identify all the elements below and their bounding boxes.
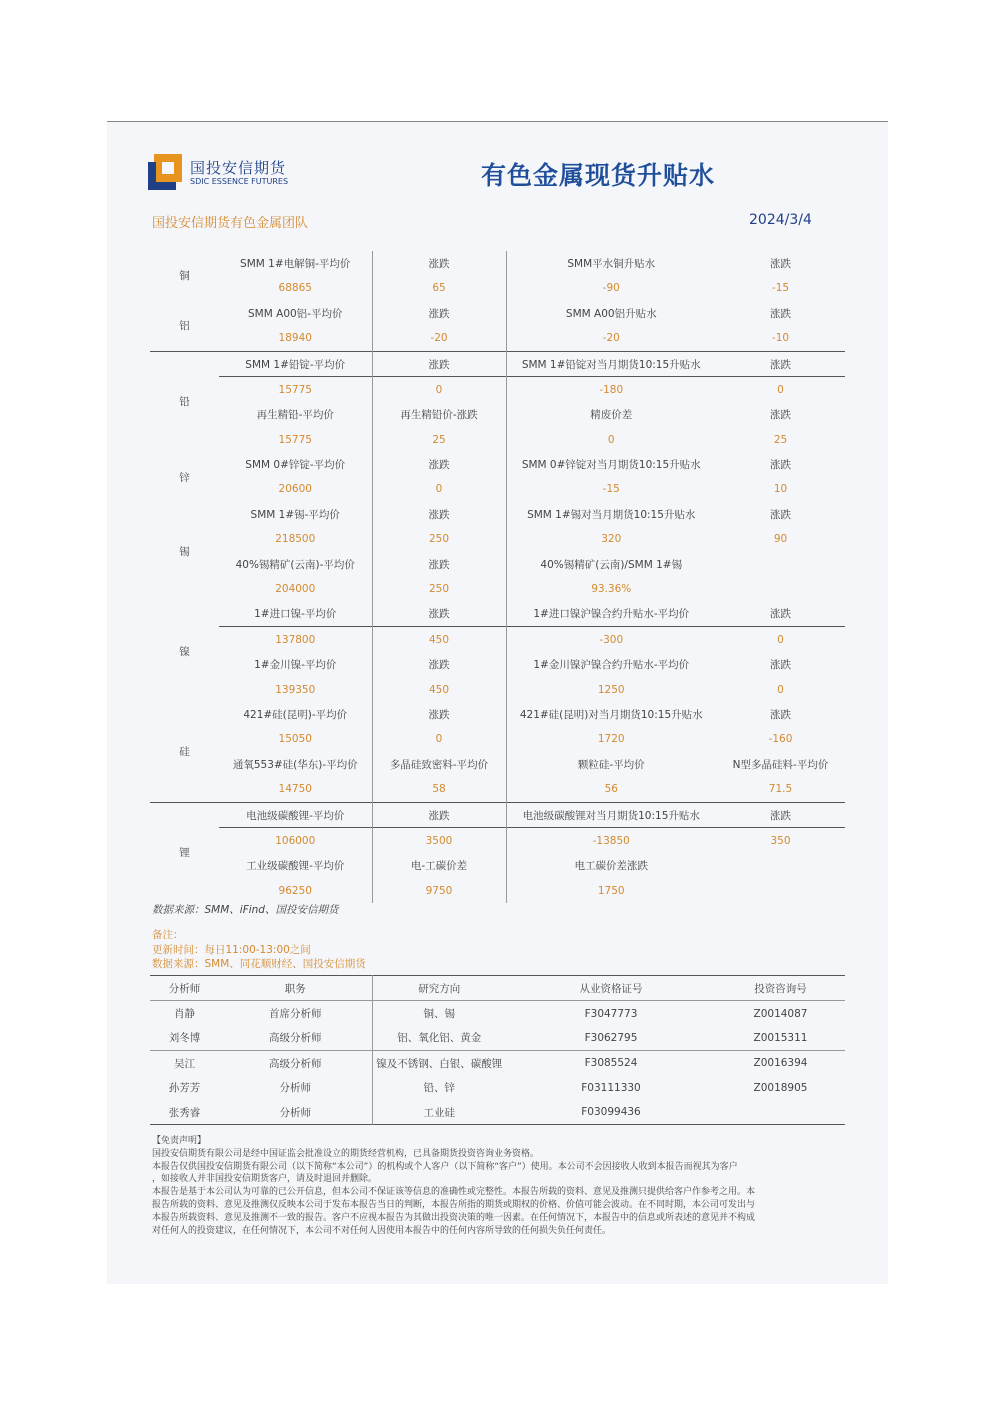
table-label-row	[150, 702, 845, 727]
value-cell: 0	[372, 727, 506, 752]
value-cell: 450	[372, 677, 506, 702]
disclaimer-line: 国投安信期货有限公司是经中国证监会批准设立的期货经营机构，已具备期货投资咨询业务资格。	[152, 1148, 540, 1159]
column-label-cell: 1#金川镍沪镍合约升贴水-平均价	[533, 659, 690, 672]
disclaimer-line: 本报告仅供国投安信期货有限公司（以下简称“本公司”）的机构或个人客户（以下简称“客户”）使用。本公司不会因接收人收到本报告而视其为客户	[152, 1161, 738, 1172]
column-label-cell: 涨跌	[770, 307, 791, 320]
value-cell: 0	[777, 683, 784, 696]
column-label-cell: 颗粒硅-平均价	[577, 758, 645, 771]
table-value-row	[150, 527, 845, 552]
value-cell: 137800	[219, 627, 372, 652]
analyst-qualification: F3085524	[506, 1051, 716, 1076]
column-label-cell: 电池级碳酸锂对当月期货10:15升贴水	[506, 802, 716, 828]
column-label-cell: 涨跌	[372, 601, 506, 626]
value-cell: 10	[773, 483, 788, 496]
value-cell: 0	[372, 377, 506, 402]
value-cell: 320	[601, 533, 622, 546]
column-label-cell: SMM A00铝升贴水	[565, 307, 657, 320]
value-cell: 18940	[219, 326, 372, 351]
value-cell: 90	[773, 533, 788, 546]
value-cell: 106000	[219, 828, 372, 853]
value-cell: 15050	[219, 727, 372, 752]
value-cell: 25	[773, 433, 788, 446]
analyst-position: 高级分析师	[219, 1051, 372, 1076]
column-label-cell: 涨跌	[770, 508, 791, 521]
table-label-row	[150, 652, 845, 677]
value-cell: 0	[716, 377, 845, 402]
analyst-row	[150, 1051, 845, 1076]
analyst-area: 铝、氧化铝、黄金	[397, 1032, 482, 1045]
analyst-row	[150, 1026, 845, 1051]
value-cell: 1250	[597, 683, 625, 696]
value-cell: 250	[372, 577, 506, 602]
column-label-cell: 涨跌	[770, 257, 791, 270]
column-label-cell: 电池级碳酸锂-平均价	[219, 802, 372, 828]
analyst-position: 首席分析师	[219, 1001, 372, 1026]
value-cell: -15	[602, 483, 620, 496]
column-label-cell: SMM 1#铅锭-平均价	[219, 351, 372, 377]
value-cell: 218500	[219, 527, 372, 552]
table-value-row	[150, 477, 845, 502]
column-label-cell: SMM 0#锌锭-平均价	[219, 452, 372, 477]
column-label-cell: SMM 1#铅锭对当月期货10:15升贴水	[506, 351, 716, 377]
value-cell: -300	[506, 627, 716, 652]
header-position: 职务	[219, 976, 372, 1001]
analyst-name: 吴江	[150, 1051, 219, 1076]
column-label-cell: SMM 1#电解铜-平均价	[219, 251, 372, 276]
column-label-cell: 涨跌	[770, 708, 791, 721]
analyst-qualification: F3062795	[584, 1031, 638, 1044]
table-label-row	[150, 853, 845, 878]
value-cell: 71.5	[768, 783, 793, 796]
table-label-row	[150, 502, 845, 527]
metal-label: 锌	[179, 471, 190, 484]
column-label-cell: 通氧553#硅(华东)-平均价	[219, 752, 372, 777]
column-label-cell: 40%锡精矿(云南)-平均价	[219, 552, 372, 577]
table-value-row	[150, 727, 845, 752]
value-cell: 93.36%	[591, 583, 632, 596]
table-label-row	[150, 251, 845, 276]
value-cell: -90	[602, 282, 620, 295]
table-value-row	[150, 577, 845, 602]
header-qualification-no: 从业资格证号	[506, 976, 716, 1001]
column-label-cell: 再生精铅-平均价	[219, 402, 372, 427]
value-cell: 0	[716, 627, 845, 652]
column-label-cell: 精废价差	[590, 409, 633, 422]
value-cell: -13850	[506, 828, 716, 853]
analyst-name: 肖静	[174, 1008, 195, 1021]
column-label-cell	[716, 853, 845, 878]
value-cell: -20	[372, 326, 506, 351]
analyst-table	[150, 975, 845, 1125]
column-label-cell: N型多晶硅料-平均价	[732, 758, 829, 771]
analyst-consulting: Z0014087	[753, 1007, 808, 1020]
metal-label: 锂	[150, 802, 219, 903]
column-label-cell: 涨跌	[372, 702, 506, 727]
analyst-row	[150, 1001, 845, 1026]
table-value-row	[150, 677, 845, 702]
value-cell: 250	[372, 527, 506, 552]
table-label-row	[150, 601, 845, 626]
column-label-cell: 多晶硅致密料-平均价	[372, 752, 506, 777]
disclaimer	[152, 1135, 842, 1237]
analyst-qualification: F03099436	[581, 1106, 641, 1119]
analyst-position: 分析师	[219, 1076, 372, 1100]
page-title: 有色金属现货升贴水	[481, 161, 716, 190]
notes-data-source: 数据来源：SMM、同花顺财经、国投安信期货	[152, 958, 366, 970]
analyst-name: 张秀睿	[168, 1106, 201, 1119]
analyst-area: 镍及不锈钢、白银、碳酸锂	[372, 1051, 506, 1076]
spot-premium-table	[150, 251, 845, 903]
value-cell: 350	[716, 828, 845, 853]
analyst-row	[150, 1100, 845, 1125]
table-value-row	[150, 627, 845, 652]
column-label-cell: 421#硅(昆明)对当月期货10:15升贴水	[519, 708, 703, 721]
analyst-row	[150, 1076, 845, 1100]
analyst-consulting: Z0018905	[753, 1081, 808, 1094]
table-label-row	[150, 301, 845, 326]
table-label-row	[150, 552, 845, 577]
column-label-cell: 电工碳价差涨跌	[574, 860, 648, 873]
value-cell: 1750	[597, 884, 625, 897]
value-cell: 56	[604, 783, 618, 796]
analyst-consulting: Z0015311	[753, 1031, 808, 1044]
team-name: 国投安信期货有色金属团队	[152, 216, 309, 231]
report-page	[107, 121, 888, 1284]
column-label-cell: 涨跌	[372, 351, 506, 377]
disclaimer-line: 报告所载的资料、意见及推测仅反映本公司于发布本报告当日的判断，本报告所指的期货或期权的价格、价值可能会波动。在不同时期，本公司可发出与	[152, 1199, 756, 1210]
value-cell: 25	[372, 427, 506, 452]
table-label-row	[150, 402, 845, 427]
analyst-area: 铅、锌	[423, 1082, 455, 1095]
value-cell: 1720	[597, 733, 625, 746]
data-source: 数据来源：SMM、iFind、国投安信期货	[152, 904, 339, 916]
logo-english-name: SDIC ESSENCE FUTURES	[190, 177, 289, 186]
metal-label: 铝	[179, 320, 190, 333]
value-cell: 14750	[219, 777, 372, 802]
table-value-row	[150, 777, 845, 802]
metal-label: 铅	[150, 351, 219, 452]
value-cell: 58	[372, 777, 506, 802]
column-label-cell: SMM平水铜升贴水	[567, 257, 656, 270]
value-cell: 15775	[219, 427, 372, 452]
value-cell: 450	[372, 627, 506, 652]
header-research-area: 研究方向	[372, 976, 506, 1001]
column-label-cell: 涨跌	[372, 652, 506, 677]
value-cell: -160	[768, 733, 793, 746]
metal-label: 锡	[179, 546, 190, 559]
notes-block	[152, 928, 366, 972]
table-value-row	[150, 276, 845, 301]
notes-update-time: 更新时间：每日11:00-13:00之间	[152, 943, 311, 956]
sdic-logo-icon	[148, 154, 184, 190]
value-cell: 15775	[219, 377, 372, 402]
column-label-cell	[716, 552, 845, 577]
column-label-cell: SMM 1#锡对当月期货10:15升贴水	[527, 508, 696, 521]
column-label-cell: 工业级碳酸锂-平均价	[219, 853, 372, 878]
table-value-row	[150, 377, 845, 402]
table-label-row	[150, 452, 845, 477]
analyst-qualification: F3047773	[584, 1007, 638, 1020]
value-cell: 204000	[219, 577, 372, 602]
analyst-header-row	[150, 976, 845, 1001]
table-value-row	[150, 427, 845, 452]
column-label-cell: 涨跌	[372, 251, 506, 276]
report-date: 2024/3/4	[749, 212, 812, 228]
column-label-cell: 再生精铅价-涨跌	[372, 402, 506, 427]
column-label-cell: 1#金川镍-平均价	[219, 652, 372, 677]
value-cell: 3500	[372, 828, 506, 853]
column-label-cell: 涨跌	[770, 608, 791, 621]
table-label-row	[150, 752, 845, 777]
value-cell: -180	[506, 377, 716, 402]
column-label-cell: 1#进口镍-平均价	[219, 601, 372, 626]
analyst-position: 分析师	[219, 1100, 372, 1125]
analyst-name: 孙芳芳	[168, 1082, 201, 1095]
value-cell: 20600	[219, 477, 372, 502]
column-label-cell: 40%锡精矿(云南)/SMM 1#锡	[540, 558, 683, 571]
notes-title: 备注：	[152, 929, 184, 941]
column-label-cell: SMM 1#锡-平均价	[219, 502, 372, 527]
analyst-name: 刘冬博	[168, 1032, 201, 1045]
column-label-cell: 涨跌	[372, 552, 506, 577]
value-cell: 0	[372, 477, 506, 502]
table-label-row	[150, 351, 845, 377]
header-consulting-no: 投资咨询号	[716, 976, 845, 1001]
disclaimer-line: 本报告是基于本公司认为可靠的已公开信息，但本公司不保证该等信息的准确性或完整性。本报告所载的资料、意见及推测只提供给客户作参考之用。本	[152, 1187, 756, 1198]
column-label-cell: 涨跌	[372, 502, 506, 527]
table-value-row	[150, 878, 845, 903]
value-cell: -20	[602, 332, 620, 345]
analyst-consulting: Z0016394	[716, 1051, 845, 1076]
column-label-cell: 421#硅(昆明)-平均价	[219, 702, 372, 727]
header-analyst: 分析师	[150, 976, 219, 1001]
disclaimer-title: 【免责声明】	[152, 1136, 207, 1146]
column-label-cell: SMM A00铝-平均价	[219, 301, 372, 326]
column-label-cell: 涨跌	[770, 659, 791, 672]
value-cell: 139350	[219, 677, 372, 702]
column-label-cell: 涨跌	[716, 351, 845, 377]
value-cell: 9750	[372, 878, 506, 903]
table-value-row	[150, 828, 845, 853]
value-cell: -15	[771, 282, 790, 295]
column-label-cell: 涨跌	[372, 301, 506, 326]
company-logo	[148, 154, 288, 194]
value-cell: 65	[372, 276, 506, 301]
logo-chinese-name: 国投安信期货	[190, 159, 287, 177]
value-cell: 0	[607, 433, 615, 446]
table-label-row	[150, 802, 845, 828]
value-cell	[716, 878, 845, 903]
analyst-consulting	[716, 1100, 845, 1125]
column-label-cell: 1#进口镍沪镍合约升贴水-平均价	[533, 608, 690, 621]
table-value-row	[150, 326, 845, 351]
metal-label: 铜	[179, 270, 190, 283]
analyst-position: 高级分析师	[219, 1026, 372, 1051]
disclaimer-line: ，如接收人并非国投安信期货客户，请及时退回并删除。	[152, 1174, 378, 1185]
column-label-cell: SMM 0#锌锭对当月期货10:15升贴水	[521, 459, 701, 472]
analyst-area: 铜、锡	[423, 1008, 455, 1021]
column-label-cell: 电-工碳价差	[372, 853, 506, 878]
disclaimer-line: 对任何人的投资建议，在任何情况下，本公司不对任何人因使用本报告中的任何内容所导致的任何损失负任何责任。	[152, 1225, 612, 1236]
column-label-cell: 涨跌	[372, 452, 506, 477]
analyst-area: 工业硅	[423, 1106, 455, 1119]
disclaimer-line: 本报告所载资料、意见及推测不一致的报告。客户不应视本报告为其做出投资决策的唯一因素。在任何情况下，本报告中的信息或所表述的意见并不构成	[152, 1212, 756, 1223]
value-cell	[716, 577, 845, 602]
value-cell: 68865	[219, 276, 372, 301]
column-label-cell: 涨跌	[770, 459, 791, 472]
metal-label: 硅	[179, 746, 190, 759]
value-cell: 96250	[219, 878, 372, 903]
column-label-cell: 涨跌	[770, 409, 791, 422]
column-label-cell: 涨跌	[716, 802, 845, 828]
analyst-qualification: F03111330	[581, 1081, 641, 1094]
metal-label: 镍	[179, 646, 190, 659]
value-cell: -10	[771, 332, 790, 345]
column-label-cell: 涨跌	[372, 802, 506, 828]
